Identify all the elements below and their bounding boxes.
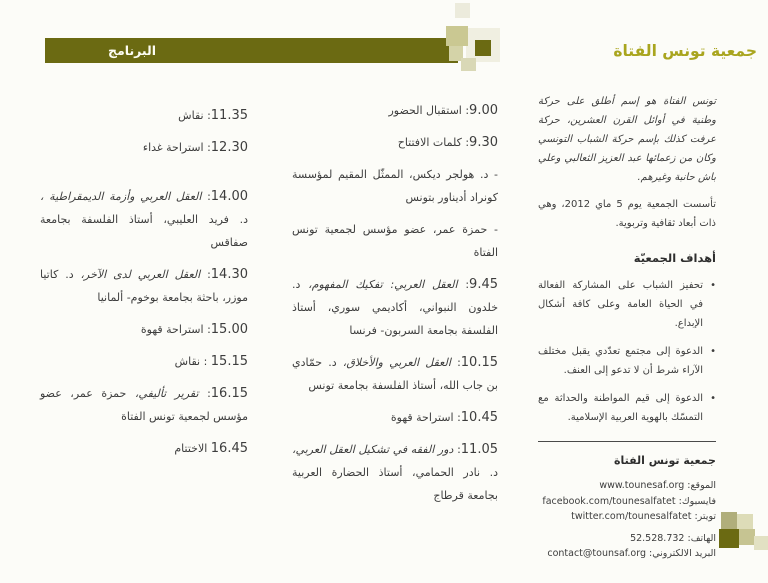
entry-description: د. خلدون النبواني، أكاديمي سوري، أستاذ الفلسفة بجامعة السربون- فرنسا — [292, 278, 498, 337]
contact-section — [538, 441, 716, 562]
program-entry — [292, 218, 498, 264]
entry-time: 15.00 — [210, 322, 248, 337]
entry-description: حمزة عمر، عضو مؤسس لجمعية تونس الفتاة — [40, 387, 248, 423]
program-morning-column — [292, 99, 498, 516]
entry-separator: : — [200, 355, 211, 368]
entry-description: د. كاتيا موزر، باحثة بجامعة بوخوم- ألمانيا — [40, 268, 248, 304]
pixel-square-decoration — [754, 536, 768, 550]
entry-description: د. حمّادي بن جاب الله، أستاذ الفلسفة بجامعة تونس — [292, 356, 498, 392]
contact-value: www.tounesaf.org — [599, 480, 685, 491]
entry-separator: : — [457, 278, 470, 291]
entry-separator: : — [201, 190, 211, 203]
program-entry — [292, 438, 498, 507]
contact-label: فايسبوك: — [678, 495, 716, 507]
contact-row — [538, 494, 716, 510]
program-entry — [40, 318, 248, 341]
entry-time: 9.30 — [469, 135, 498, 150]
entry-time: 15.15 — [210, 354, 248, 369]
entry-topic: العقل العربي وأزمة الديمقراطية ، — [40, 190, 202, 203]
program-entry — [40, 263, 248, 309]
contact-label: البريد الالكتروني: — [649, 548, 716, 559]
contact-value: twitter.com/tounesalfatet — [571, 511, 692, 522]
program-entry — [292, 351, 498, 397]
goal-text: تحفيز الشباب على المشاركة الفعالة في الحياة العامة وعلى كافة أشكال الإبداع. — [538, 280, 703, 329]
entry-topic: تقرير تأليفي، — [134, 387, 199, 400]
entry-time: 10.45 — [460, 410, 498, 425]
entry-topic: العقل العربي لدى الآخر، — [80, 268, 201, 281]
pixel-square-decoration — [461, 58, 476, 71]
entry-separator: : — [203, 109, 211, 122]
program-entry — [40, 437, 248, 460]
entry-separator: : — [198, 387, 211, 400]
entry-time: 12.30 — [210, 140, 248, 155]
pixel-square-decoration — [446, 26, 468, 46]
entry-description: استراحة قهوة — [390, 411, 454, 424]
entry-time: 16.45 — [210, 441, 248, 456]
program-entry — [292, 273, 498, 342]
goal-item — [538, 276, 716, 333]
contact-row — [538, 478, 716, 494]
entry-description: استراحة قهوة — [140, 323, 204, 336]
entry-separator: : — [203, 141, 211, 154]
program-entry — [292, 131, 498, 154]
pixel-square-decoration — [737, 514, 753, 529]
contact-value: contact@tounsaf.org — [547, 548, 647, 559]
entry-time: 11.05 — [460, 442, 498, 457]
association-founding-paragraph: تأسست الجمعية يوم 5 ماي 2012، وهي ذات أبعاد ثقافية وتربوية. — [538, 199, 716, 229]
entry-description: استقبال الحضور — [388, 104, 462, 117]
entry-description: - د. هولجر ديكس، الممثّل المقيم لمؤسسة كونراد أديناور بتونس — [292, 168, 498, 204]
entry-time: 16.15 — [210, 386, 248, 401]
pixel-square-decoration — [721, 512, 737, 529]
program-entry — [292, 99, 498, 122]
contact-heading: جمعية تونس الفتاة — [614, 454, 716, 467]
entry-description: نقاش — [174, 355, 201, 368]
contact-row — [538, 531, 716, 547]
goals-heading: أهداف الجمعيّة — [633, 251, 716, 265]
program-entry — [40, 350, 248, 373]
entry-topic: دور الفقه في تشكيل العقل العربي، — [292, 443, 454, 456]
entry-separator: : — [450, 356, 461, 369]
entry-description: كلمات الافتتاح — [397, 136, 462, 149]
pixel-square-decoration — [455, 3, 470, 18]
pixel-square-decoration — [475, 40, 491, 56]
association-title: جمعية تونس الفتاة — [613, 42, 757, 60]
program-entry — [292, 406, 498, 429]
bullet-icon: • — [710, 393, 716, 404]
bullet-icon: • — [710, 280, 716, 291]
entry-topic: العقل العربي: تفكيك المفهوم، — [308, 278, 458, 291]
program-entry — [40, 104, 248, 127]
contact-value: facebook.com/tounesalfatet — [542, 495, 676, 507]
contact-rows — [538, 478, 716, 562]
contact-row — [538, 546, 716, 562]
entry-separator: : — [200, 268, 211, 281]
contact-value: 52.528.732 — [630, 532, 685, 544]
contact-row — [538, 509, 716, 525]
bullet-icon: • — [710, 346, 716, 357]
entry-description: - حمزة عمر، عضو مؤسس لجمعية تونس الفتاة — [292, 223, 498, 259]
entry-separator: : — [461, 104, 470, 117]
contact-label: تويتر: — [694, 511, 716, 522]
pixel-square-decoration — [719, 529, 739, 548]
entry-time: 9.45 — [469, 277, 498, 292]
program-banner — [45, 38, 458, 63]
entry-separator: : — [461, 136, 470, 149]
contact-label: الموقع: — [687, 480, 716, 491]
entry-separator: : — [203, 323, 211, 336]
pixel-square-decoration — [739, 529, 755, 545]
association-info-column — [538, 92, 716, 562]
entry-separator: : — [453, 443, 461, 456]
entry-description: الاختتام — [174, 442, 208, 455]
entry-time: 14.00 — [210, 189, 248, 204]
goal-item — [538, 342, 716, 380]
program-entry — [40, 382, 248, 428]
entry-separator: : — [453, 411, 461, 424]
entry-description: د. فريد العليبي، أستاذ الفلسفة بجامعة صفاقس — [40, 213, 248, 249]
goals-list — [538, 276, 716, 427]
entry-time: 10.15 — [460, 355, 498, 370]
association-intro-paragraph: تونس الفتاة هو إسم أطلق على حركة وطنية في أوائل القرن العشرين، حركة عرفت كذلك بإسم حركة الشباب التونسي وكان من زعمائها عبد العزيز الثعالبي وعلي باش حانبة وغيرهم. — [538, 96, 716, 183]
program-banner-title: البرنامج — [108, 43, 156, 58]
program-afternoon-column — [40, 104, 248, 469]
entry-description: استراحة غداء — [142, 141, 204, 154]
program-entry — [40, 136, 248, 159]
entry-time: 14.30 — [210, 267, 248, 282]
program-entry — [40, 185, 248, 254]
contact-label: الهاتف: — [687, 532, 716, 544]
entry-topic: العقل العربي والأخلاق، — [342, 356, 451, 369]
program-entry — [292, 163, 498, 209]
goal-text: الدعوة إلى مجتمع تعدّدي يقبل مختلف الآراء شرط أن لا تدعو إلى العنف. — [538, 346, 703, 376]
goal-text: الدعوة إلى قيم المواطنة والحداثة مع التمسّك بالهوية العربية الإسلامية. — [538, 393, 703, 423]
entry-description: د. نادر الحمامي، أستاذ الحضارة العربية بجامعة قرطاج — [292, 466, 498, 502]
entry-time: 11.35 — [210, 108, 248, 123]
entry-description: نقاش — [178, 109, 204, 122]
goal-item — [538, 389, 716, 427]
entry-time: 9.00 — [469, 103, 498, 118]
